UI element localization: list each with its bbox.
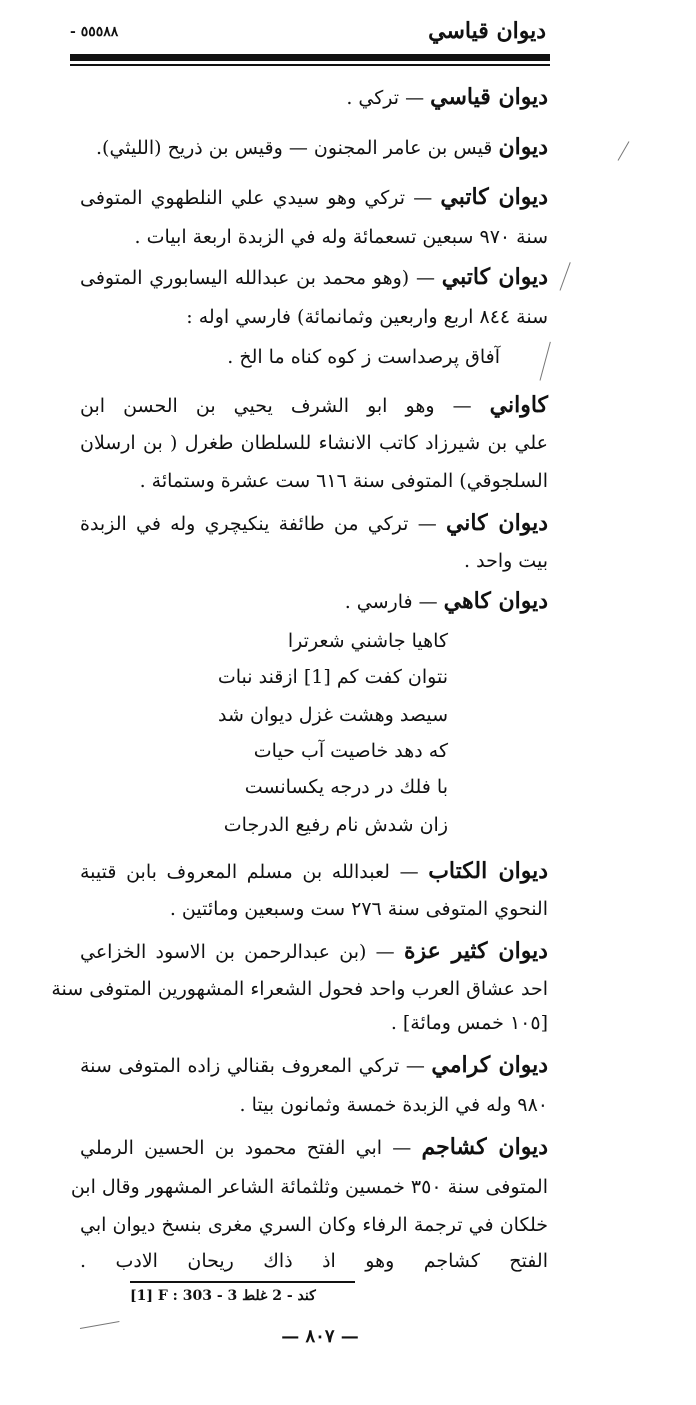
- header-left-text: - ٥٥٥٨٨: [70, 24, 119, 40]
- verse-line: كه دهد خاصيت آب حيات: [253, 740, 448, 762]
- entry-line: آفاق پرصداست ز كوه كناه ما الخ .: [227, 346, 500, 368]
- entry-line: كاواني — وهو ابو الشرف يحيي بن الحسن ابن: [80, 392, 548, 418]
- entry-line: سنة ٩٧٠ سبعين تسعمائة وله في الزبدة اربعة ابيات .: [134, 226, 548, 248]
- entry-line: المتوفى سنة ٣٥٠ خمسين وثلثمائة الشاعر المشهور وقال ابن: [70, 1176, 548, 1198]
- entry-line: احد عشاق العرب واحد فحول الشعراء المشهورين المتوفى سنة: [51, 978, 548, 1000]
- entry-line: ديوان الكتاب — لعبدالله بن مسلم المعروف بابن قتيبة: [80, 858, 548, 884]
- footnote: [1] F : 303 - 3 كند - 2 غلط: [130, 1288, 316, 1304]
- entry-line: ديوان كاتبي — (وهو محمد بن عبدالله اليسابوري المتوفى: [80, 264, 548, 290]
- entry-line: ديوان قياسي — تركي .: [346, 84, 548, 110]
- entry-line: ديوان كشاجم — ابي الفتح محمود بن الحسين الرملي: [80, 1134, 548, 1160]
- header-rule-thin: [70, 64, 550, 66]
- entry-line: [١٠٥ خمس ومائة] .: [390, 1012, 548, 1034]
- entry-line: سنة ٨٤٤ اربع واربعين وثمانمائة) فارسي اوله :: [186, 306, 548, 328]
- entry-line: ديوان كثير عزة — (بن عبدالرحمن بن الاسود الخزاعي: [80, 938, 548, 964]
- entry-line: ديوان كاني — تركي من طائفة ينكيچري وله في الزبدة: [80, 510, 548, 536]
- entry-line: ديوان كرامي — تركي المعروف بقنالي زاده المتوفى سنة: [80, 1052, 548, 1078]
- footnote-rule: [130, 1281, 355, 1283]
- margin-mark: [80, 1321, 120, 1329]
- entry-line: خلكان في ترجمة الرفاء وكان السري مغرى بنسخ ديوان ابي: [80, 1214, 548, 1236]
- entry-line: بيت واحد .: [464, 550, 548, 572]
- margin-mark: [618, 141, 630, 161]
- margin-mark: [560, 262, 571, 291]
- entry-line: الفتح كشاجم وهو اذ ذاك ريحان الادب .: [80, 1250, 548, 1272]
- entry-line: ٩٨٠ وله في الزبدة خمسة وثمانون بيتا .: [239, 1094, 548, 1116]
- entry-line: السلجوقي) المتوفى سنة ٦١٦ ست عشرة وستمائة .: [139, 470, 548, 492]
- verse-line: سيصد وهشت غزل ديوان شد: [218, 704, 448, 726]
- verse-line: نتوان كفت كم [1] ازقند نبات: [217, 666, 448, 688]
- verse-line: با فلك در درجه يكسانست: [244, 776, 448, 798]
- entry-line: علي بن شيرزاد كاتب الانشاء للسلطان طغرل ( بن ارسلان: [80, 432, 548, 454]
- verse-line: زان شدش نام رفيع الدرجات: [223, 814, 448, 836]
- entry-line: ديوان كاتبي — تركي وهو سيدي علي النلطهوي المتوفى: [80, 184, 548, 210]
- entry-line: ديوان كاهي — فارسي .: [344, 588, 548, 614]
- header-rule-thick: [70, 54, 550, 61]
- verse-line: كاهيا جاشني شعرترا: [287, 630, 448, 652]
- margin-mark: [540, 342, 551, 381]
- entry-line: النحوي المتوفى سنة ٢٧٦ ست وسبعين ومائتين .: [169, 898, 548, 920]
- entry-line: ديوان قيس بن عامر المجنون — وقيس بن ذريح (الليثي).: [96, 134, 548, 160]
- page-number: — ٨٠٧ —: [281, 1326, 359, 1347]
- running-header-title: ديوان قياسي: [428, 18, 546, 44]
